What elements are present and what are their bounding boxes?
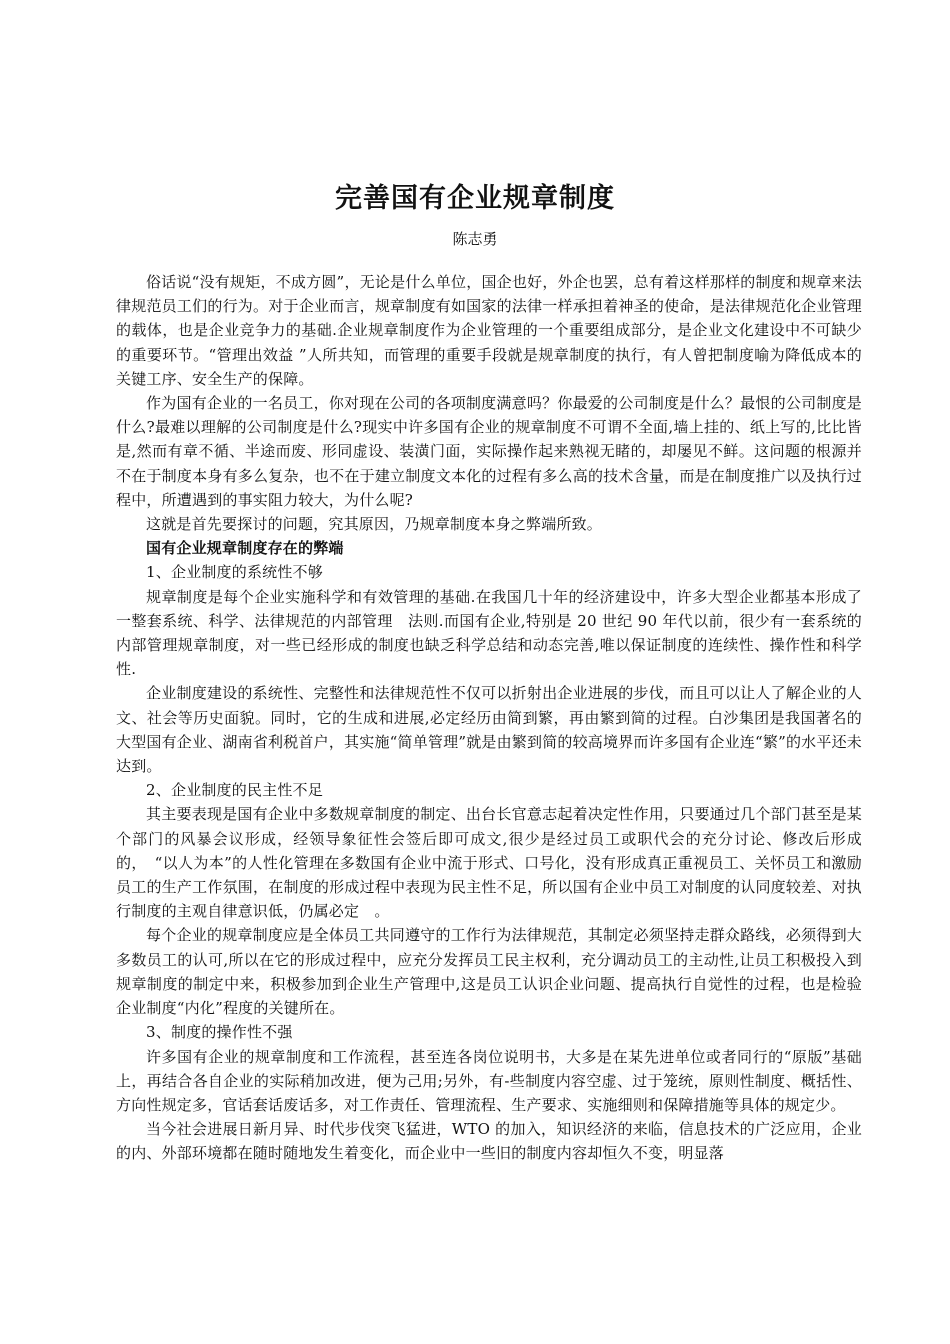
paragraph: 每个企业的规章制度应是全体员工共同遵守的工作行为法律规范，其制定必须坚持走群众路线，必须得到大多数员工的认可,所以在它的形成过程中，应充分发挥员工民主权利，充分调动员工的主动性,让员工积极投入到规章制度的制定中来，积极参加到企业生产管理中,这是员工认识企业问题、提高执行自觉性的过程，也是检验企业制度“内化”程度的关键所在。 — [116, 926, 862, 1018]
paragraph: 当今社会进展日新月异、时代步伐突飞猛进，WTO 的加入，知识经济的来临，信息技术的广泛应用，企业的内、外部环境都在随时随地发生着变化，而企业中一些旧的制度内容却恒久不变，明显落 — [116, 1120, 862, 1163]
paragraph: 这就是首先要探讨的问题，究其原因，乃规章制度本身之弊端所致。 — [146, 515, 603, 534]
paragraph: 3、制度的操作性不强 — [146, 1023, 293, 1042]
paragraph: 许多国有企业的规章制度和工作流程，甚至连各岗位说明书，大多是在某先进单位或者同行的“原版”基础上，再结合各自企业的实际稍加改进，便为己用;另外，有-些制度内容空虚、过于笼统，原则性制度、概括性、方向性规定多，官话套话废话多，对工作责任、管理流程、生产要求、实施细则和保障措施等具体的规定少。 — [116, 1047, 862, 1114]
section-heading: 国有企业规章制度存在的弊端 — [146, 539, 344, 558]
paragraph: 俗话说“没有规矩，不成方圆”，无论是什么单位，国企也好，外企也罢，总有着这样那样的制度和规章来法律规范员工们的行为。对于企业而言，规章制度有如国家的法律一样承担着神圣的使命，是法律规范化企业管理的载体，也是企业竞争力的基础.企业规章制度作为企业管理的一个重要组成部分，是企业文化建设中不可缺少的重要环节。“管理出效益 ”人所共知，而管理的重要手段就是规章制度的执行，有人曾把制度喻为降低成本的关键工序、安全生产的保障。 — [116, 273, 862, 388]
document-body — [116, 270, 862, 1166]
paragraph: 企业制度建设的系统性、完整性和法律规范性不仅可以折射出企业进展的步伐，而且可以让人了解企业的人文、社会等历史面貌。同时，它的生成和进展,必定经历由简到繁，再由繁到简的过程。白沙集团是我国著名的大型国有企业、湖南省利税首户，其实施“简单管理”就是由繁到简的较高境界而许多国有企业连“繁”的水平还未达到。 — [116, 684, 862, 776]
paragraph: 其主要表现是国有企业中多数规章制度的制定、出台长官意志起着决定性作用，只要通过几个部门甚至是某个部门的风暴会议形成，经领导象征性会签后即可成文,很少是经过员工或职代会的充分讨论、修改后形成的， “以人为本”的人性化管理在多数国有企业中流于形式、口号化，没有形成真正重视员工、关怀员工和激励员工的生产工作氛围，在制度的形成过程中表现为民主性不足，所以国有企业中员工对制度的认同度较差、对执行制度的主观自律意识低，仍属必定 。 — [116, 805, 862, 921]
document-title: 完善国有企业规章制度 — [335, 183, 615, 214]
paragraph: 作为国有企业的一名员工，你对现在公司的各项制度满意吗？你最爱的公司制度是什么？最恨的公司制度是什么?最难以理解的公司制度是什么?现实中许多国有企业的规章制度不可谓不全面,墙上挂的、纸上写的,比比皆是,然而有章不循、半途而废、形同虚设、装潢门面，实际操作起来熟视无睹的，却屡见不鲜。这问题的根源并不在于制度本身有多么复杂，也不在于建立制度文本化的过程有多么高的技术含量，而是在制度推广以及执行过程中，所遭遇到的事实阻力较大，为什么呢? — [116, 394, 862, 509]
paragraph: 规章制度是每个企业实施科学和有效管理的基础.在我国几十年的经济建设中，许多大型企业都基本形成了一整套系统、科学、法律规范的内部管理 法则.而国有企业,特别是 20 世纪 90 年代以前，很少有一套系统的内部管理规章制度，对一些已经形成的制度也缺乏科学总结和动态完善,唯以保证制度的连续性、操作性和科学性. — [116, 587, 862, 679]
document-author: 陈志勇 — [452, 230, 498, 248]
paragraph: 2、企业制度的民主性不足 — [146, 781, 323, 800]
paragraph: 1、企业制度的系统性不够 — [146, 563, 323, 582]
